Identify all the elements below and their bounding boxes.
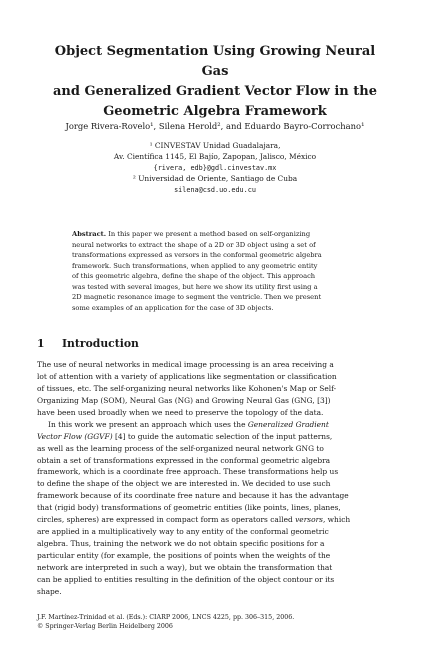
section-title: Introduction [62, 337, 139, 350]
abstract-line: framework. Such transformations, when applied to any geometric entity [72, 261, 318, 270]
body-line [37, 431, 393, 443]
title-line: Geometric Algebra Framework [103, 104, 327, 119]
body-line: The use of neural networks in medical image processing is an area receiving a [37, 360, 334, 369]
body-text [37, 359, 393, 598]
author-list: Jorge Rivera-Rovelo¹, Silena Herold², and Eduardo Bayro-Corrochano¹ [65, 121, 365, 131]
body-line: framework because of its coordinate free nature and because it has the advantage [37, 491, 349, 501]
abstract-line: neural networks to extract the shape of a 2D or 3D object using a set of [72, 240, 316, 249]
abstract-line: of this geometric algebra, define the shape of the object. This approach [72, 272, 316, 281]
title-line: Object Segmentation Using Growing Neural Gas [54, 44, 376, 79]
abstract-line: some examples of an application for the case of 3D objects. [72, 303, 274, 312]
abstract-text: In this paper we present a method based on self-organizing [106, 230, 311, 238]
affiliation-line: ² Universidad de Oriente, Santiago de Cuba [132, 173, 298, 183]
body-line: framework, which is a coordinate free approach. These transformations help us [37, 467, 339, 477]
body-line: have been used broadly when we need to preserve the topology of the data. [37, 407, 324, 417]
abstract-line: was tested with several images, but here we show its utility first using a [72, 282, 318, 291]
body-line: particular entity (for example, the positions of points when the weights of the [37, 551, 331, 560]
page-footer [37, 614, 397, 631]
abstract-label: Abstract. [72, 230, 107, 238]
abstract-line [72, 229, 358, 240]
section-heading [37, 337, 139, 350]
title-line: and Generalized Gradient Vector Flow in the [53, 84, 377, 99]
citation-line: J.F. Martínez-Trinidad et al. (Eds.): CIARP 2006, LNCS 4225, pp. 306–315, 2006. [37, 614, 295, 621]
affiliation-email: {rivera, edb}@gdl.cinvestav.mx [153, 163, 277, 172]
body-text-run: , which [322, 515, 351, 525]
body-line: that (rigid body) transformations of geometric entities (like points, lines, planes, [37, 503, 341, 513]
body-italic-run: Vector Flow (GGVF) [37, 431, 113, 441]
body-line: Organizing Map (SOM), Neural Gas (NG) and Growing Neural Gas (GNG, [3]) [37, 395, 331, 405]
affiliation-email: silena@csd.uo.edu.cu [174, 185, 256, 194]
paper-title [40, 42, 390, 122]
abstract-line: 2D magnetic resonance image to segment the ventricle. Then we present [72, 293, 322, 302]
body-line: to define the shape of the object we are interested in. We decided to use such [37, 479, 331, 489]
body-text-run: In this work we present an approach which uses the [48, 419, 248, 429]
affiliations [40, 141, 390, 196]
abstract-line: transformations expressed as versors in the conformal geometric algebra [72, 251, 322, 260]
body-line [37, 514, 393, 526]
body-line [37, 419, 393, 431]
body-line: of tissues, etc. The self-organizing neural networks like Kohonen's Map or Self- [37, 383, 337, 393]
body-line: obtain a set of transformations expressed in the conformal geometric algebra [37, 455, 331, 465]
affiliation-line: ¹ CINVESTAV Unidad Guadalajara, [149, 141, 281, 150]
copyright-line: © Springer-Verlag Berlin Heidelberg 2006 [37, 622, 173, 630]
body-line: are applied in a multiplicatively way to any entity of the conformal geometric [37, 527, 329, 537]
body-italic-run: Generalized Gradient [247, 419, 329, 429]
body-line: as well as the learning process of the self-organized neural network GNG to [37, 443, 324, 453]
body-italic-run: versors [295, 515, 323, 525]
abstract [72, 229, 358, 313]
body-line: can be applied to entities resulting in the definition of the object contour or its [37, 574, 335, 584]
body-line: network are interpreted in such a way), but we obtain the transformation that [37, 562, 333, 572]
body-text-run: circles, spheres) are expressed in compact form as operators called [37, 515, 296, 525]
section-number: 1 [37, 337, 45, 350]
body-line: algebra. Thus, training the network we do not obtain specific positions for a [37, 539, 325, 549]
body-line: shape. [37, 586, 62, 596]
body-text-run: [4] to guide the automatic selection of the input patterns, [112, 431, 333, 441]
affiliation-line: Av. Científica 1145, El Bajío, Zapopan, Jalisco, México [113, 151, 317, 161]
body-line: lot of attention with a variety of applications like segmentation or classification [37, 371, 337, 381]
